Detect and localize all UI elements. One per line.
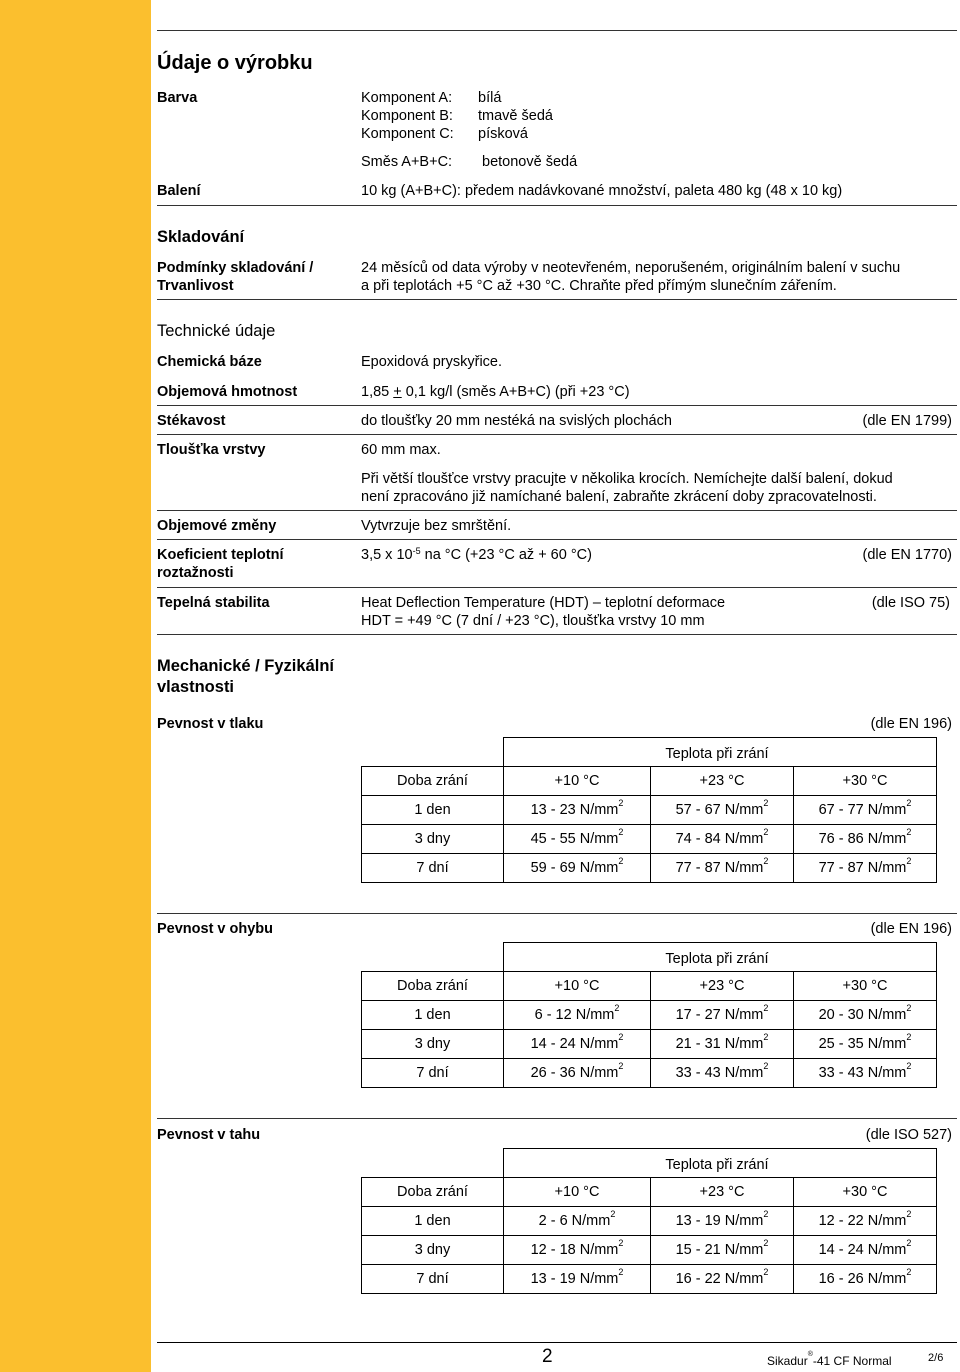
table-header: +23 °C	[651, 767, 794, 796]
skladovani-label-1: Podmínky skladování /	[157, 260, 314, 276]
group-header: Teplota při zrání	[665, 1157, 769, 1173]
divider	[157, 1118, 957, 1119]
table-cell: 20 - 30 $N/mm^2$	[794, 1001, 937, 1030]
page-number: 2	[542, 1346, 553, 1367]
table-row	[362, 1265, 937, 1294]
table-row	[362, 1001, 937, 1030]
group-header-cell	[504, 943, 937, 972]
table-cell: 12 - 18 $N/mm^2$	[504, 1236, 651, 1265]
table-cell: 1 den	[362, 1001, 504, 1030]
table-cell: 3 dny	[362, 1030, 504, 1059]
divider	[157, 634, 957, 635]
baleni-label: Balení	[157, 183, 201, 199]
table-cell: 12 - 22 $N/mm^2$	[794, 1207, 937, 1236]
technicke-title: Technické údaje	[157, 322, 276, 340]
koeficient-base: 3,5 x 10	[361, 547, 413, 563]
group-header: Teplota při zrání	[665, 951, 769, 967]
table-cell: 77 - 87 $N/mm^2$	[794, 854, 937, 883]
chemicka-baze-label: Chemická báze	[157, 354, 262, 370]
tloustka-value: 60 mm max.	[361, 442, 441, 458]
pevnost-v-ohybu-label: Pevnost v ohybu	[157, 921, 274, 937]
table-header: Doba zrání	[362, 1178, 504, 1207]
table-cell: 67 - 77 $N/mm^2$	[794, 796, 937, 825]
divider	[157, 587, 957, 588]
table-cell: 16 - 22 $N/mm^2$	[651, 1265, 794, 1294]
table-cell: 1 den	[362, 1207, 504, 1236]
divider	[157, 510, 957, 511]
table-cell: 7 dní	[362, 1059, 504, 1088]
mech-title-1: Mechanické / Fyzikální	[157, 657, 334, 675]
footer-divider	[157, 1342, 957, 1343]
skladovani-title: Skladování	[157, 228, 245, 246]
skladovani-label-2: Trvanlivost	[157, 278, 234, 294]
barva-comp-c-key: Komponent C:	[361, 126, 454, 142]
barva-label: Barva	[157, 90, 198, 106]
barva-comp-a-key: Komponent A:	[361, 90, 453, 106]
group-header-cell	[504, 1149, 937, 1178]
koeficient-exponent: -5	[412, 546, 421, 556]
table-cell: 17 - 27 $N/mm^2$	[651, 1001, 794, 1030]
pevnost-v-tahu-label: Pevnost v tahu	[157, 1127, 261, 1143]
table-header-row	[362, 972, 937, 1001]
table-header: Doba zrání	[362, 972, 504, 1001]
divider	[157, 539, 957, 540]
table-cell: 33 - 43 $N/mm^2$	[794, 1059, 937, 1088]
table-cell: 6 - 12 $N/mm^2$	[504, 1001, 651, 1030]
table-header-row	[362, 1178, 937, 1207]
stekavost-label: Stékavost	[157, 413, 226, 429]
objemova-hmotnost-label: Objemová hmotnost	[157, 384, 298, 400]
table-cell: 26 - 36 $N/mm^2$	[504, 1059, 651, 1088]
table-header: +30 °C	[794, 972, 937, 1001]
divider	[157, 299, 957, 300]
page-count-total: 6	[937, 1352, 944, 1364]
objemove-zmeny-value: Vytvrzuje bez smrštění.	[361, 518, 512, 534]
divider	[157, 205, 957, 206]
table-row	[362, 854, 937, 883]
divider	[157, 434, 957, 435]
table-header: +23 °C	[651, 972, 794, 1001]
skladovani-text-2: a při teplotách +5 °C až +30 °C. Chraňte před přímým slunečním zářením.	[361, 278, 837, 294]
plus-minus-sign: +	[393, 384, 402, 400]
table-header: +10 °C	[504, 1178, 651, 1207]
barva-comp-a-value: bílá	[478, 90, 502, 106]
tloustka-note-1: Při větší tloušťce vrstvy pracujte v několika krocích. Nemíchejte další balení, dokud	[361, 471, 893, 487]
product-name: Sikadur®-41 CF Normal	[767, 1351, 892, 1368]
table-row	[362, 825, 937, 854]
table-row	[362, 1030, 937, 1059]
table-header: +30 °C	[794, 767, 937, 796]
page-title: Údaje o výrobku	[157, 52, 313, 74]
table-row	[362, 1059, 937, 1088]
table-cell: 76 - 86 $N/mm^2$	[794, 825, 937, 854]
table-cell: 59 - 69 $N/mm^2$	[504, 854, 651, 883]
divider	[157, 405, 957, 406]
table-row	[362, 796, 937, 825]
table-cell: 45 - 55 $N/mm^2$	[504, 825, 651, 854]
stekavost-norm: (dle EN 1799)	[862, 413, 952, 429]
barva-mix-value: betonově šedá	[482, 154, 578, 170]
table-cell: 1 den	[362, 796, 504, 825]
table-cell: 13 - 23 $N/mm^2$	[504, 796, 651, 825]
pevnost-v-ohybu-table	[361, 942, 937, 1088]
table-row	[362, 1207, 937, 1236]
pevnost-v-tlaku-label: Pevnost v tlaku	[157, 716, 264, 732]
pevnost-v-tahu-table	[361, 1148, 937, 1294]
tepelna-stabilita-line-2: HDT = +49 °C (7 dní / +23 °C), tloušťka vrstvy 10 mm	[361, 613, 705, 629]
table-header: +30 °C	[794, 1178, 937, 1207]
tepelna-stabilita-line-1: Heat Deflection Temperature (HDT) – teplotní deformace	[361, 595, 726, 611]
table-cell: 3 dny	[362, 825, 504, 854]
table-row	[362, 1236, 937, 1265]
table-cell: 77 - 87 $N/mm^2$	[651, 854, 794, 883]
objemova-hmotnost-a: 1,85	[361, 384, 394, 400]
top-divider	[157, 30, 957, 31]
pevnost-v-tlaku-norm: (dle EN 196)	[870, 716, 952, 732]
table-cell: 16 - 26 $N/mm^2$	[794, 1265, 937, 1294]
tloustka-note-2: není zpracováno již namíchané balení, zabraňte zkrácení doby zpracovatelnosti.	[361, 489, 877, 505]
koeficient-label-2: roztažnosti	[157, 565, 234, 581]
table-cell: 7 dní	[362, 1265, 504, 1294]
table-header: +23 °C	[651, 1178, 794, 1207]
table-cell: 21 - 31 $N/mm^2$	[651, 1030, 794, 1059]
table-cell: 57 - 67 $N/mm^2$	[651, 796, 794, 825]
objemove-zmeny-label: Objemové změny	[157, 518, 277, 534]
page-count-current: 2	[928, 1352, 935, 1364]
table-cell: 33 - 43 $N/mm^2$	[651, 1059, 794, 1088]
table-header: Doba zrání	[362, 767, 504, 796]
table-cell: 2 - 6 $N/mm^2$	[504, 1207, 651, 1236]
pevnost-v-tahu-norm: (dle ISO 527)	[865, 1127, 952, 1143]
table-cell: 14 - 24 $N/mm^2$	[794, 1236, 937, 1265]
pevnost-v-tlaku-table	[361, 737, 937, 883]
table-cell: 14 - 24 $N/mm^2$	[504, 1030, 651, 1059]
barva-comp-b-value: tmavě šedá	[478, 108, 553, 124]
table-cell: 13 - 19 $N/mm^2$	[651, 1207, 794, 1236]
skladovani-text-1: 24 měsíců od data výroby v neotevřeném, neporušeném, originálním balení v suchu	[361, 260, 901, 276]
baleni-value: 10 kg (A+B+C): předem nadávkované množství, paleta 480 kg (48 x 10 kg)	[361, 183, 843, 199]
table-cell: 7 dní	[362, 854, 504, 883]
chemicka-baze-value: Epoxidová pryskyřice.	[361, 354, 503, 370]
objemova-hmotnost-b: 0,1 kg/l (směs A+B+C) (při +23 °C)	[401, 384, 630, 400]
pevnost-v-ohybu-norm: (dle EN 196)	[870, 921, 952, 937]
group-header: Teplota při zrání	[665, 746, 769, 762]
tloustka-label: Tloušťka vrstvy	[157, 442, 266, 458]
koeficient-norm: (dle EN 1770)	[862, 547, 952, 563]
yellow-sidebar	[0, 0, 151, 1372]
objemova-hmotnost-value	[361, 383, 630, 401]
table-header-row	[362, 767, 937, 796]
page-count: 2/6	[928, 1352, 944, 1364]
divider	[157, 913, 957, 914]
koeficient-range: na °C (+23 °C až + 60 °C)	[420, 547, 592, 563]
table-header: +10 °C	[504, 972, 651, 1001]
barva-mix-key: Směs A+B+C:	[361, 154, 453, 170]
koeficient-value	[361, 546, 592, 564]
group-header-cell	[504, 738, 937, 767]
table-cell: 25 - 35 $N/mm^2$	[794, 1030, 937, 1059]
table-cell: 15 - 21 $N/mm^2$	[651, 1236, 794, 1265]
mech-title-2: vlastnosti	[157, 678, 235, 696]
table-header: +10 °C	[504, 767, 651, 796]
tepelna-stabilita-label: Tepelná stabilita	[157, 595, 270, 611]
koeficient-label-1: Koeficient teplotní	[157, 547, 284, 563]
tepelna-stabilita-norm: (dle ISO 75)	[871, 595, 950, 611]
table-cell: 13 - 19 $N/mm^2$	[504, 1265, 651, 1294]
table-cell: 74 - 84 $N/mm^2$	[651, 825, 794, 854]
barva-comp-c-value: písková	[478, 126, 528, 142]
table-cell: 3 dny	[362, 1236, 504, 1265]
barva-comp-b-key: Komponent B:	[361, 108, 453, 124]
stekavost-value: do tloušťky 20 mm nestéká na svislých plochách	[361, 413, 672, 429]
